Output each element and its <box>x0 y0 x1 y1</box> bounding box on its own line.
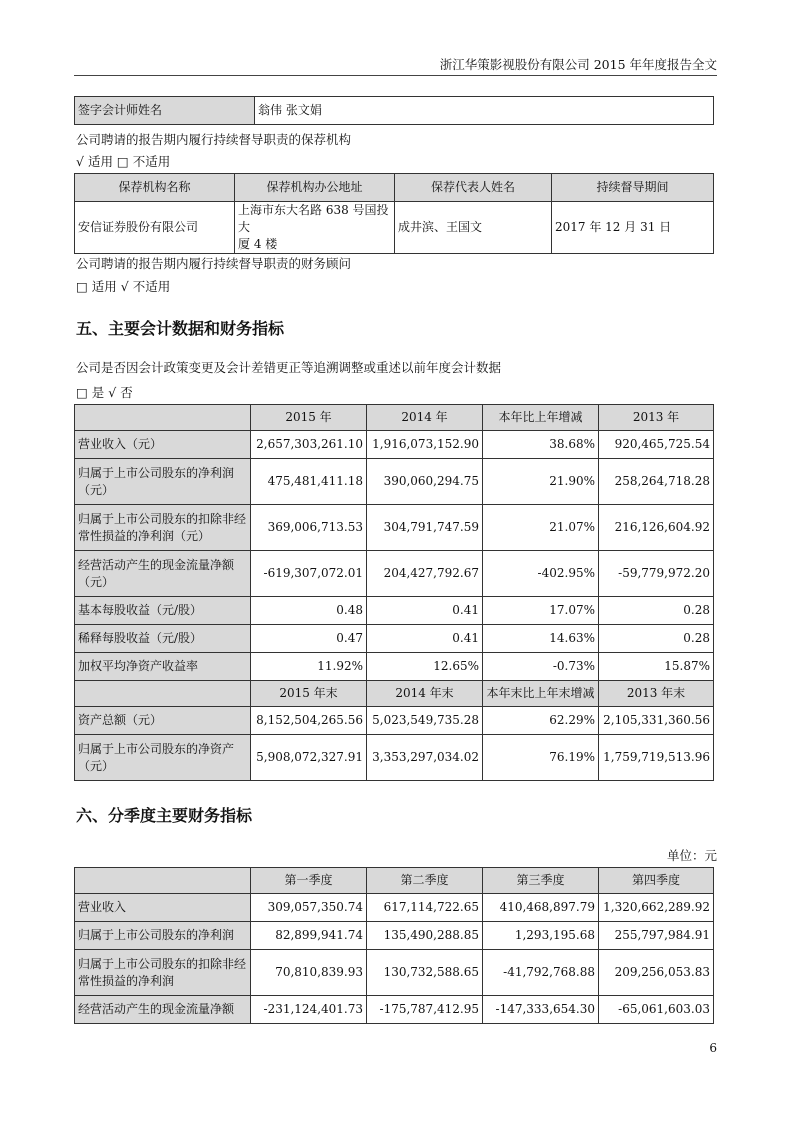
table-cell: 76.19% <box>483 735 599 781</box>
table-row <box>75 505 714 551</box>
table-cell: 15.87% <box>599 653 714 681</box>
sponsor-intro: 公司聘请的报告期内履行持续督导职责的保荐机构 <box>76 132 352 147</box>
column-header: 2013 年末 <box>599 681 714 707</box>
table-cell: 0.28 <box>599 597 714 625</box>
table-cell: -619,307,072.01 <box>251 551 367 597</box>
table-cell: 309,057,350.74 <box>251 894 367 922</box>
table-row <box>75 625 714 653</box>
row-label <box>75 735 251 781</box>
table-row <box>75 597 714 625</box>
table-cell: 82,899,941.74 <box>251 922 367 950</box>
table-row <box>75 431 714 459</box>
table-cell: 2,105,331,360.56 <box>599 707 714 735</box>
table-row <box>75 950 714 996</box>
row-label-line1: 归属于上市公司股东的扣除非经 <box>78 956 247 971</box>
row-label-line1: 资产总额（元） <box>78 713 163 727</box>
accountant-label: 签字会计师姓名 <box>75 97 255 125</box>
table-cell: 17.07% <box>483 597 599 625</box>
table-row <box>75 551 714 597</box>
sponsor-table <box>74 173 714 254</box>
table-cell: 21.90% <box>483 459 599 505</box>
row-label-line1: 加权平均净资产收益率 <box>78 659 199 673</box>
table-cell: -65,061,603.03 <box>599 996 714 1024</box>
column-header: 2014 年 <box>367 405 483 431</box>
table-cell: -59,779,972.20 <box>599 551 714 597</box>
section6-title: 六、分季度主要财务指标 <box>76 806 253 825</box>
table-row <box>75 707 714 735</box>
table-cell: 135,490,288.85 <box>367 922 483 950</box>
row-label-line1: 归属于上市公司股东的扣除非经 <box>78 511 247 526</box>
table-cell: 0.48 <box>251 597 367 625</box>
table-cell: 0.47 <box>251 625 367 653</box>
table-cell: 5,908,072,327.91 <box>251 735 367 781</box>
table-header-row <box>75 681 714 707</box>
table-cell: -0.73% <box>483 653 599 681</box>
header-divider <box>74 75 717 76</box>
column-header <box>75 405 251 431</box>
sponsor-period: 2017 年 12 月 31 日 <box>552 202 714 254</box>
table-cell: -175,787,412.95 <box>367 996 483 1024</box>
section5-title: 五、主要会计数据和财务指标 <box>76 319 285 338</box>
table-cell: 410,468,897.79 <box>483 894 599 922</box>
row-label <box>75 431 251 459</box>
sponsor-header-name: 保荐机构名称 <box>75 174 235 202</box>
table-cell: 216,126,604.92 <box>599 505 714 551</box>
table-cell: 1,759,719,513.96 <box>599 735 714 781</box>
table-cell: 21.07% <box>483 505 599 551</box>
table-cell: 204,427,792.67 <box>367 551 483 597</box>
row-label-line1: 经营活动产生的现金流量净额 <box>78 557 235 572</box>
table-cell: -402.95% <box>483 551 599 597</box>
row-label <box>75 707 251 735</box>
row-label <box>75 950 251 996</box>
table-cell: 0.41 <box>367 597 483 625</box>
row-label-line1: 稀释每股收益（元/股） <box>78 631 203 645</box>
row-label <box>75 459 251 505</box>
table-cell: 5,023,549,735.28 <box>367 707 483 735</box>
table-cell: 209,256,053.83 <box>599 950 714 996</box>
row-label <box>75 996 251 1024</box>
row-label-line1: 归属于上市公司股东的净资产 <box>78 741 235 756</box>
advisor-intro: 公司聘请的报告期内履行持续督导职责的财务顾问 <box>76 256 352 271</box>
sponsor-header-address: 保荐机构办公地址 <box>235 174 395 202</box>
table-cell: 14.63% <box>483 625 599 653</box>
row-label-line2: 常性损益的净利润（元） <box>78 528 211 543</box>
unit-label: 单位：元 <box>666 848 717 863</box>
sponsor-address <box>235 202 395 254</box>
column-header: 第二季度 <box>367 868 483 894</box>
table-cell: 2,657,303,261.10 <box>251 431 367 459</box>
row-label-line2: （元） <box>78 574 115 589</box>
table-cell: 475,481,411.18 <box>251 459 367 505</box>
column-header: 本年比上年增减 <box>483 405 599 431</box>
table-cell: 1,916,073,152.90 <box>367 431 483 459</box>
sponsor-name: 安信证券股份有限公司 <box>75 202 235 254</box>
row-label-line2: 常性损益的净利润 <box>78 973 175 988</box>
table-cell: 0.28 <box>599 625 714 653</box>
column-header: 第一季度 <box>251 868 367 894</box>
row-label-line1: 归属于上市公司股东的净利润 <box>78 465 235 480</box>
table-cell: -231,124,401.73 <box>251 996 367 1024</box>
table-cell: 1,293,195.68 <box>483 922 599 950</box>
sponsor-applicable: √ 适用 □ 不适用 <box>76 154 171 169</box>
table-cell: 130,732,588.65 <box>367 950 483 996</box>
row-label <box>75 653 251 681</box>
column-header: 2015 年末 <box>251 681 367 707</box>
sponsor-header-period: 持续督导期间 <box>552 174 714 202</box>
table-cell: 258,264,718.28 <box>599 459 714 505</box>
table-cell: 8,152,504,265.56 <box>251 707 367 735</box>
table-row <box>75 996 714 1024</box>
row-label-line2: （元） <box>78 482 115 497</box>
sponsor-reps: 成井滨、王国文 <box>395 202 552 254</box>
report-header-title: 浙江华策影视股份有限公司 2015 年年度报告全文 <box>439 57 717 72</box>
table-cell: 255,797,984.91 <box>599 922 714 950</box>
accountant-value: 翁伟 张文娟 <box>255 97 714 125</box>
column-header: 本年末比上年末增减 <box>483 681 599 707</box>
table-cell: 12.65% <box>367 653 483 681</box>
table-row <box>75 735 714 781</box>
table-cell: 0.41 <box>367 625 483 653</box>
column-header: 第三季度 <box>483 868 599 894</box>
table-cell: 70,810,839.93 <box>251 950 367 996</box>
sponsor-address-line1: 上海市东大名路 638 号国投大 <box>238 203 389 234</box>
row-label-line1: 经营活动产生的现金流量净额 <box>78 1002 235 1016</box>
row-label-line1: 营业收入 <box>78 900 127 914</box>
row-label-line2: （元） <box>78 758 115 773</box>
column-header: 2015 年 <box>251 405 367 431</box>
row-label <box>75 551 251 597</box>
table-cell: 62.29% <box>483 707 599 735</box>
row-label <box>75 922 251 950</box>
section5-choice: □ 是 √ 否 <box>76 385 133 400</box>
column-header <box>75 681 251 707</box>
table-cell: 617,114,722.65 <box>367 894 483 922</box>
table-cell: -41,792,768.88 <box>483 950 599 996</box>
table-cell: 920,465,725.54 <box>599 431 714 459</box>
advisor-applicable: □ 适用 √ 不适用 <box>76 279 171 294</box>
table-cell: 11.92% <box>251 653 367 681</box>
column-header <box>75 868 251 894</box>
table-row <box>75 922 714 950</box>
table-cell: -147,333,654.30 <box>483 996 599 1024</box>
sponsor-header-reps: 保荐代表人姓名 <box>395 174 552 202</box>
table-cell: 3,353,297,034.02 <box>367 735 483 781</box>
table-header-row <box>75 405 714 431</box>
table-cell: 1,320,662,289.92 <box>599 894 714 922</box>
row-label <box>75 894 251 922</box>
row-label <box>75 505 251 551</box>
row-label-line1: 基本每股收益（元/股） <box>78 603 203 617</box>
row-label-line1: 营业收入（元） <box>78 437 163 451</box>
table-cell: 38.68% <box>483 431 599 459</box>
page-number: 6 <box>709 1041 717 1055</box>
table-row <box>75 894 714 922</box>
table-cell: 369,006,713.53 <box>251 505 367 551</box>
table-cell: 304,791,747.59 <box>367 505 483 551</box>
row-label <box>75 625 251 653</box>
column-header: 2014 年末 <box>367 681 483 707</box>
column-header: 第四季度 <box>599 868 714 894</box>
key-financial-table <box>74 404 714 781</box>
table-cell: 390,060,294.75 <box>367 459 483 505</box>
row-label-line1: 归属于上市公司股东的净利润 <box>78 928 235 942</box>
table-row <box>75 459 714 505</box>
accountant-table <box>74 96 714 125</box>
table-row <box>75 653 714 681</box>
row-label <box>75 597 251 625</box>
section5-note: 公司是否因会计政策变更及会计差错更正等追溯调整或重述以前年度会计数据 <box>76 360 502 375</box>
table-header-row <box>75 868 714 894</box>
sponsor-address-line2: 厦 4 楼 <box>238 237 278 251</box>
column-header: 2013 年 <box>599 405 714 431</box>
quarterly-table <box>74 867 714 1024</box>
